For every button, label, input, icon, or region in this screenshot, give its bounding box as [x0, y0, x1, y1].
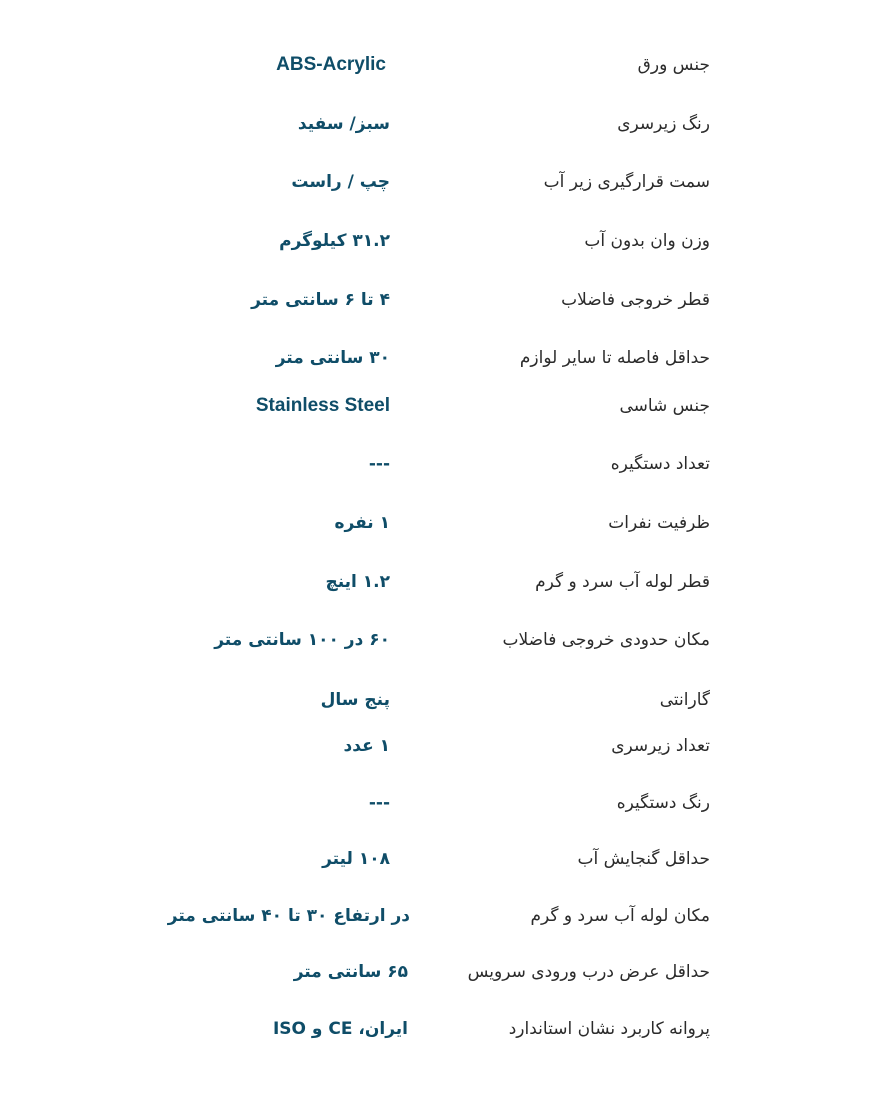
spec-label: جنس ورق — [637, 55, 710, 75]
spec-label: سمت قرارگیری زیر آب — [543, 172, 710, 192]
spec-row — [0, 280, 870, 320]
spec-row — [0, 444, 870, 484]
spec-label: مکان حدودی خروجی فاضلاب — [502, 630, 710, 650]
spec-value: ۶۵ سانتی متر — [293, 962, 408, 982]
spec-label: قطر لوله آب سرد و گرم — [535, 572, 710, 592]
spec-label: مکان لوله آب سرد و گرم — [530, 906, 710, 926]
spec-row — [0, 1009, 870, 1049]
spec-label: حداقل فاصله تا سایر لوازم — [519, 348, 710, 368]
spec-value: پنج سال — [320, 690, 390, 710]
spec-row — [0, 726, 870, 766]
spec-row — [0, 338, 870, 378]
spec-label: تعداد زیرسری — [611, 736, 710, 756]
spec-value: ABS-Acrylic — [276, 54, 386, 75]
spec-row — [0, 839, 870, 879]
spec-value: ۴ تا ۶ سانتی متر — [251, 290, 390, 310]
spec-label: حداقل گنجایش آب — [577, 849, 710, 869]
spec-row — [0, 562, 870, 602]
spec-value: --- — [368, 454, 390, 474]
spec-value: ۱ نفره — [334, 513, 390, 533]
spec-label: رنگ زیرسری — [617, 114, 710, 134]
spec-value: ۱۰۸ لیتر — [322, 849, 390, 869]
spec-label: تعداد دستگیره — [610, 454, 710, 474]
spec-row — [0, 104, 870, 144]
spec-label: جنس شاسی — [619, 396, 710, 416]
spec-label: حداقل عرض درب ورودی سرویس — [467, 962, 710, 982]
spec-value: --- — [368, 793, 390, 813]
spec-label: وزن وان بدون آب — [584, 231, 710, 251]
spec-row — [0, 503, 870, 543]
spec-row — [0, 162, 870, 202]
spec-value: در ارتفاع ۳۰ تا ۴۰ سانتی متر — [167, 906, 410, 926]
spec-row — [0, 620, 870, 660]
spec-value: ایران، CE و ISO — [272, 1019, 408, 1039]
spec-value: ۱ عدد — [343, 736, 390, 756]
spec-row — [0, 952, 870, 992]
spec-label: رنگ دستگیره — [616, 793, 710, 813]
spec-label: پروانه کاربرد نشان استاندارد — [508, 1019, 710, 1039]
spec-label: ظرفیت نفرات — [608, 513, 710, 533]
spec-value: ۱.۲ اینچ — [325, 572, 390, 592]
spec-row — [0, 221, 870, 261]
spec-value: ۶۰ در ۱۰۰ سانتی متر — [214, 630, 390, 650]
spec-label: قطر خروجی فاضلاب — [561, 290, 710, 310]
spec-row — [0, 783, 870, 823]
spec-row — [0, 680, 870, 720]
spec-label: گارانتی — [659, 690, 710, 710]
spec-value: ۳۰ سانتی متر — [275, 348, 390, 368]
spec-value: ۳۱.۲ کیلوگرم — [279, 231, 390, 251]
spec-row — [0, 386, 870, 426]
spec-row — [0, 896, 870, 936]
spec-value: سبز/ سفید — [297, 114, 390, 134]
spec-value: Stainless Steel — [255, 395, 390, 416]
spec-row — [0, 45, 870, 85]
spec-value: چپ / راست — [291, 172, 390, 192]
